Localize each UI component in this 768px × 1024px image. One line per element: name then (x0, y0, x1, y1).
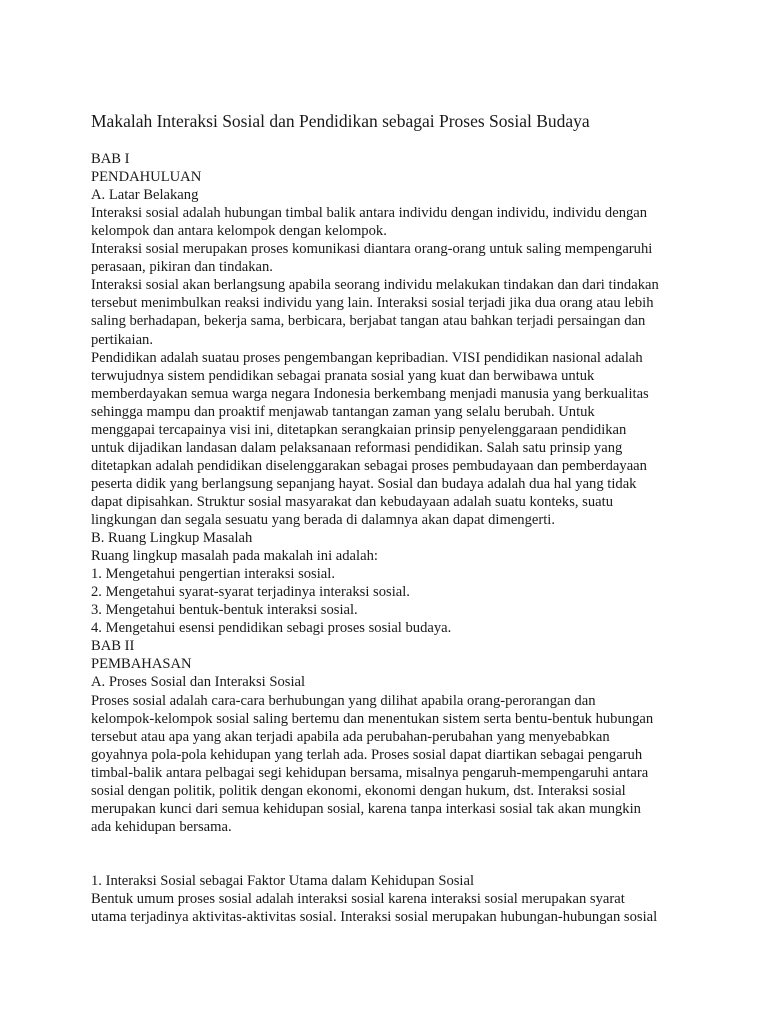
text-line: Interaksi sosial adalah hubungan timbal balik antara individu dengan individu, individu dengan (91, 205, 648, 222)
text-line: utama terjadinya aktivitas-aktivitas sosial. Interaksi sosial merupakan hubungan-hubungan sosial (91, 909, 658, 926)
text-line: sosial dengan politik, politik dengan ekonomi, ekonomi dengan hukum, dst. Interaksi sosial (91, 782, 626, 799)
text-line: Ruang lingkup masalah pada makalah ini adalah: (91, 548, 378, 565)
text-line: B. Ruang Lingkup Masalah (91, 530, 253, 547)
text-line: merupakan kunci dari semua kehidupan sosial, karena tanpa interkasi sosial tak akan mungkin (91, 800, 641, 817)
text-line: Proses sosial adalah cara-cara berhubungan yang dilihat apabila orang-perorangan dan (91, 692, 596, 709)
text-line: PEMBAHASAN (91, 656, 192, 673)
text-line: tersebut atau apa yang akan terjadi apabila ada perubahan-perubahan yang menyebabkan (91, 728, 610, 745)
text-line: kelompok dan antara kelompok dengan kelompok. (91, 223, 387, 240)
text-line: peserta didik yang berlangsung sepanjang hayat. Sosial dan budaya adalah dua hal yang tidak (91, 475, 637, 492)
text-line: ditetapkan adalah pendidikan diselenggarakan sebagai proses pembudayaan dan pemberdayaan (91, 457, 647, 474)
text-line: BAB II (91, 638, 135, 655)
text-line: 2. Mengetahui syarat-syarat terjadinya interaksi sosial. (91, 584, 410, 601)
text-line: lingkungan dan segala sesuatu yang berada di dalamnya akan dapat dimengerti. (91, 512, 555, 528)
text-line: Bentuk umum proses sosial adalah interaksi sosial karena interaksi sosial merupakan syarat (91, 891, 625, 908)
text-line: PENDAHULUAN (91, 169, 202, 186)
text-line: A. Proses Sosial dan Interaksi Sosial (91, 674, 306, 691)
text-line: pertikaian. (91, 331, 153, 348)
text-line: kelompok-kelompok sosial saling bertemu dan menentukan sistem serta bentu-bentuk hubungan (91, 710, 654, 727)
text-line: 1. Interaksi Sosial sebagai Faktor Utama dalam Kehidupan Sosial (91, 873, 475, 889)
text-line: menggapai tercapainya visi ini, ditetapkan serangkaian prinsip penyelenggaraan pendidikan (91, 421, 627, 438)
text-line: 4. Mengetahui esensi pendidikan sebagi proses sosial budaya. (91, 620, 452, 637)
text-line: Interaksi sosial akan berlangsung apabila seorang individu melakukan tindakan dan dari tindakan (91, 277, 659, 294)
text-line: perasaan, pikiran dan tindakan. (91, 259, 273, 276)
text-line: saling berhadapan, bekerja sama, berbicara, berjabat tangan atau bahkan terjadi persaingan dan (91, 313, 646, 330)
text-line: terwujudnya sistem pendidikan sebagai pranata sosial yang kuat dan berwibawa untuk (91, 367, 595, 384)
text-line: dapat dipisahkan. Struktur sosial masyarakat dan kebudayaan adalah suatu konteks, suatu (91, 493, 613, 510)
text-line: memberdayakan semua warga negara Indonesia berkembang menjadi manusia yang berkualitas (91, 385, 649, 402)
text-line: tersebut menimbulkan reaksi individu yang lain. Interaksi sosial terjadi jika dua orang atau lebih (91, 295, 654, 312)
text-line: 1. Mengetahui pengertian interaksi sosial. (91, 566, 335, 583)
text-line: timbal-balik antara pelbagai segi kehidupan bersama, misalnya pengaruh-mempengaruhi antara (91, 764, 649, 781)
document-title: Makalah Interaksi Sosial dan Pendidikan sebagai Proses Sosial Budaya (91, 111, 590, 131)
text-line: BAB I (91, 151, 130, 167)
text-line: ada kehidupan bersama. (91, 818, 232, 835)
text-line: Pendidikan adalah suatau proses pengembangan kepribadian. VISI pendidikan nasional adalah (91, 349, 643, 366)
text-line: goyahnya pola-pola kehidupan yang terlah ada. Proses sosial dapat diartikan sebagai pengaruh (91, 746, 643, 763)
text-line: sehingga mampu dan proaktif menjawab tantangan zaman yang selalu berubah. Untuk (91, 403, 595, 420)
text-line: 3. Mengetahui bentuk-bentuk interaksi sosial. (91, 602, 358, 619)
text-line: untuk dijadikan landasan dalam pelaksanaan reformasi pendidikan. Salah satu prinsip yang (91, 439, 623, 456)
text-line: Interaksi sosial merupakan proses komunikasi diantara orang-orang untuk saling mempengaruhi (91, 241, 653, 258)
text-line: A. Latar Belakang (91, 187, 199, 204)
